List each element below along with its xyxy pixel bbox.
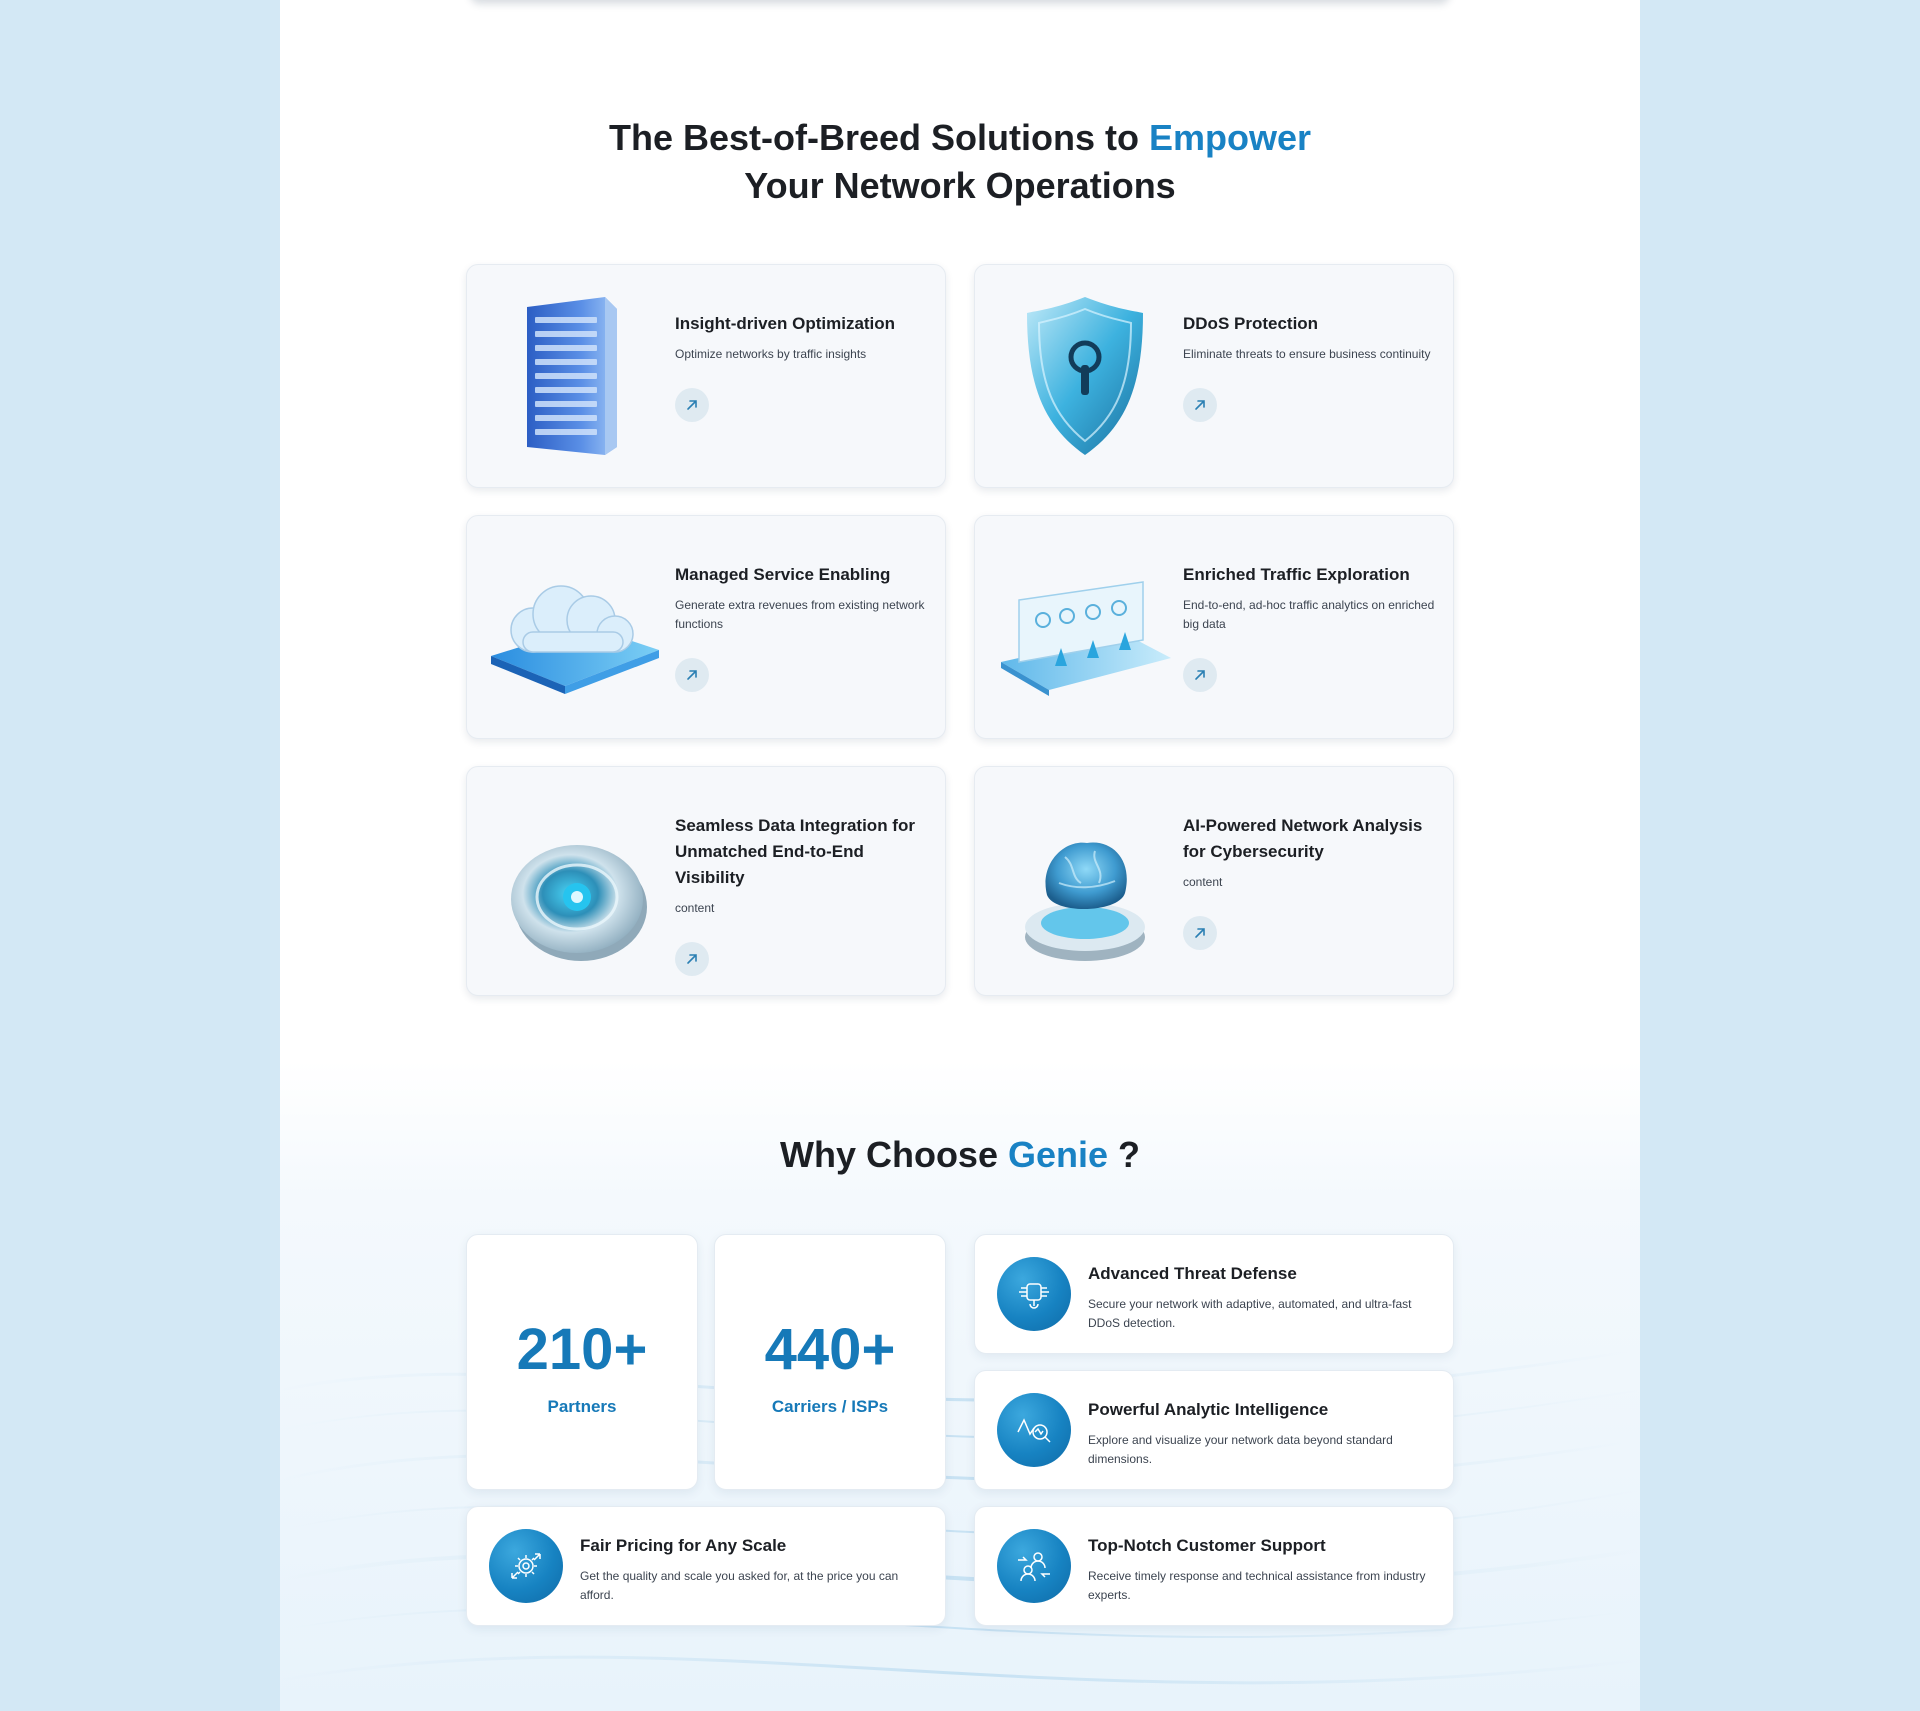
arrow-up-right-icon bbox=[1192, 397, 1208, 413]
arrow-link-button[interactable] bbox=[675, 942, 709, 976]
chip-shield-icon bbox=[997, 1257, 1071, 1331]
solution-card-managed-service[interactable] bbox=[466, 515, 946, 739]
solution-card-data-integration[interactable] bbox=[466, 766, 946, 996]
solution-title: Enriched Traffic Exploration bbox=[1183, 565, 1410, 584]
support-people-icon bbox=[997, 1529, 1071, 1603]
server-rack-icon bbox=[487, 287, 667, 467]
brain-chip-icon bbox=[995, 803, 1175, 983]
stat-card-partners bbox=[466, 1234, 698, 1490]
arrow-link-button[interactable] bbox=[1183, 658, 1217, 692]
solution-card-optimization[interactable] bbox=[466, 264, 946, 488]
feature-desc: Get the quality and scale you asked for, at the price you can afford. bbox=[580, 1569, 899, 1602]
arrow-link-button[interactable] bbox=[1183, 388, 1217, 422]
cloud-platform-icon bbox=[487, 538, 667, 718]
arrow-up-right-icon bbox=[684, 397, 700, 413]
feature-card-analytic-intelligence bbox=[974, 1370, 1454, 1490]
feature-desc: Secure your network with adaptive, automated, and ultra-fast DDoS detection. bbox=[1088, 1297, 1412, 1330]
solution-desc: Optimize networks by traffic insights bbox=[675, 347, 867, 361]
solutions-title: The Best-of-Breed Solutions to Empower Your Network Operations bbox=[608, 117, 1312, 206]
lens-disc-icon bbox=[487, 803, 667, 983]
why-title-accent: Genie bbox=[1007, 1134, 1109, 1175]
solution-title: AI-Powered Network Analysis for Cybersecurity bbox=[1183, 816, 1423, 861]
why-title: Why Choose Genie ? bbox=[779, 1134, 1141, 1175]
solution-desc: content bbox=[675, 901, 715, 915]
solution-title: DDoS Protection bbox=[1183, 314, 1319, 333]
feature-desc: Receive timely response and technical assistance from industry experts. bbox=[1088, 1569, 1426, 1602]
solution-card-ddos[interactable] bbox=[974, 264, 1454, 488]
analytics-dashboard-icon bbox=[995, 538, 1175, 718]
arrow-up-right-icon bbox=[1192, 667, 1208, 683]
solution-title: Managed Service Enabling bbox=[675, 565, 891, 584]
stat-value: 440+ bbox=[764, 1317, 896, 1382]
arrow-link-button[interactable] bbox=[675, 658, 709, 692]
solution-title: Insight-driven Optimization bbox=[675, 314, 896, 333]
feature-title: Fair Pricing for Any Scale bbox=[580, 1536, 787, 1555]
solution-desc: Generate extra revenues from existing network functions bbox=[675, 598, 925, 631]
stat-label: Carriers / ISPs bbox=[771, 1397, 889, 1416]
stat-card-carriers bbox=[714, 1234, 946, 1490]
arrow-up-right-icon bbox=[684, 951, 700, 967]
feature-title: Advanced Threat Defense bbox=[1088, 1264, 1297, 1283]
solution-desc: Eliminate threats to ensure business continuity bbox=[1183, 347, 1431, 361]
feature-title: Top-Notch Customer Support bbox=[1088, 1536, 1326, 1555]
solution-desc: End-to-end, ad-hoc traffic analytics on enriched big data bbox=[1183, 598, 1435, 631]
gear-arrows-icon bbox=[489, 1529, 563, 1603]
chart-magnifier-icon bbox=[997, 1393, 1071, 1467]
shield-lock-icon bbox=[995, 287, 1175, 467]
arrow-up-right-icon bbox=[1192, 925, 1208, 941]
arrow-link-button[interactable] bbox=[675, 388, 709, 422]
stat-label: Partners bbox=[547, 1397, 617, 1416]
solution-desc: content bbox=[1183, 875, 1223, 889]
solution-card-traffic-exploration[interactable] bbox=[974, 515, 1454, 739]
solution-card-ai-analysis[interactable] bbox=[974, 766, 1454, 996]
feature-desc: Explore and visualize your network data beyond standard dimensions. bbox=[1088, 1433, 1393, 1466]
feature-card-fair-pricing bbox=[466, 1506, 946, 1626]
main-page bbox=[280, 0, 1640, 1711]
solution-title: Seamless Data Integration for Unmatched End-to-End Visibility bbox=[675, 816, 915, 887]
solutions-title-accent: Empower bbox=[1148, 117, 1312, 158]
feature-title: Powerful Analytic Intelligence bbox=[1088, 1400, 1329, 1419]
arrow-link-button[interactable] bbox=[1183, 916, 1217, 950]
stat-value: 210+ bbox=[516, 1317, 648, 1382]
feature-card-customer-support bbox=[974, 1506, 1454, 1626]
arrow-up-right-icon bbox=[684, 667, 700, 683]
feature-card-threat-defense bbox=[974, 1234, 1454, 1354]
